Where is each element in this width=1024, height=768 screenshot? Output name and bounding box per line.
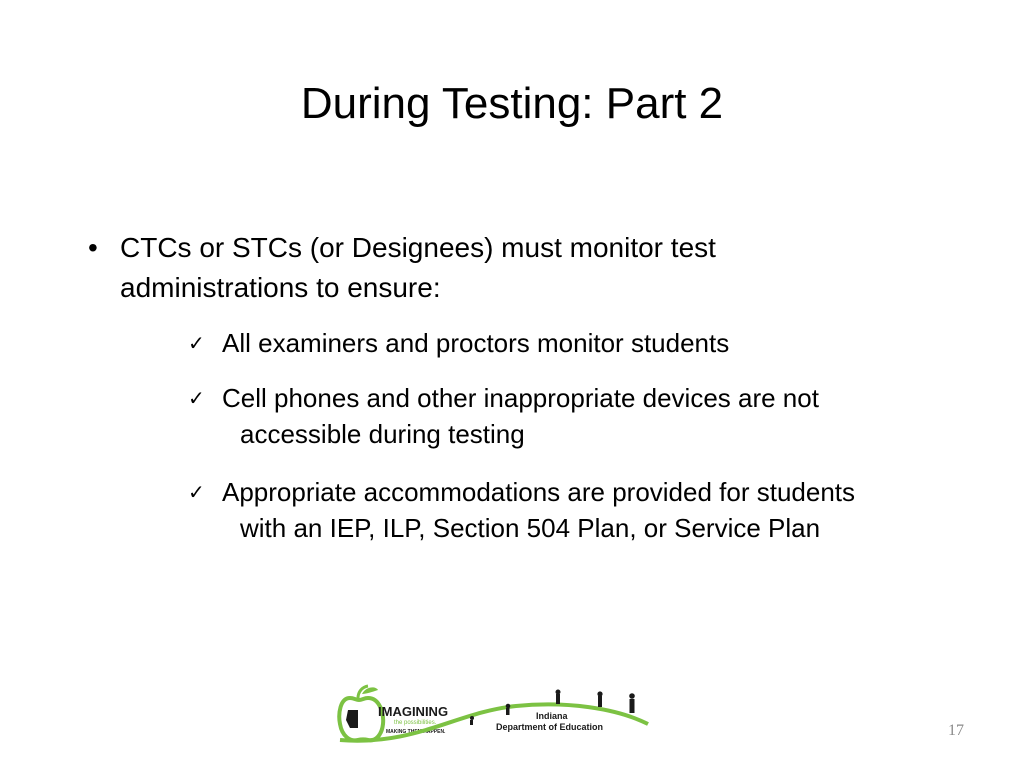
main-bullet [88,228,888,308]
checklist-item-text: Cell phones and other inappropriate devices are not accessible during testing [222,383,819,449]
apple-logo-icon [339,686,383,740]
bullet-dot: • [88,232,98,263]
page-number: 17 [948,722,964,739]
imagining-logo-text: IMAGINING [378,704,449,719]
checklist-item-text: Appropriate accommodations are provided for students with an IEP, ILP, Section 504 Plan, or Service Plan [222,477,856,543]
indiana-logo-text: Indiana [536,711,568,721]
checkmark-icon: ✓ [188,331,205,355]
checklist-item [188,474,908,546]
checkmark-icon: ✓ [188,386,205,410]
main-bullet-text: CTCs or STCs (or Designees) must monitor test administrations to ensure: [120,232,716,303]
imagining-tagline: the possibilities. [394,720,437,726]
department-logo-text: Department of Education [496,722,604,732]
checklist-item-text: All examiners and proctors monitor students [222,328,730,358]
slide-title: During Testing: Part 2 [300,79,724,128]
checklist-item [188,380,908,452]
footer-logo [336,684,652,746]
checklist-item [188,325,908,361]
checkmark-icon: ✓ [188,480,205,504]
imagining-subtag: MAKING THEM HAPPEN. [386,729,446,735]
